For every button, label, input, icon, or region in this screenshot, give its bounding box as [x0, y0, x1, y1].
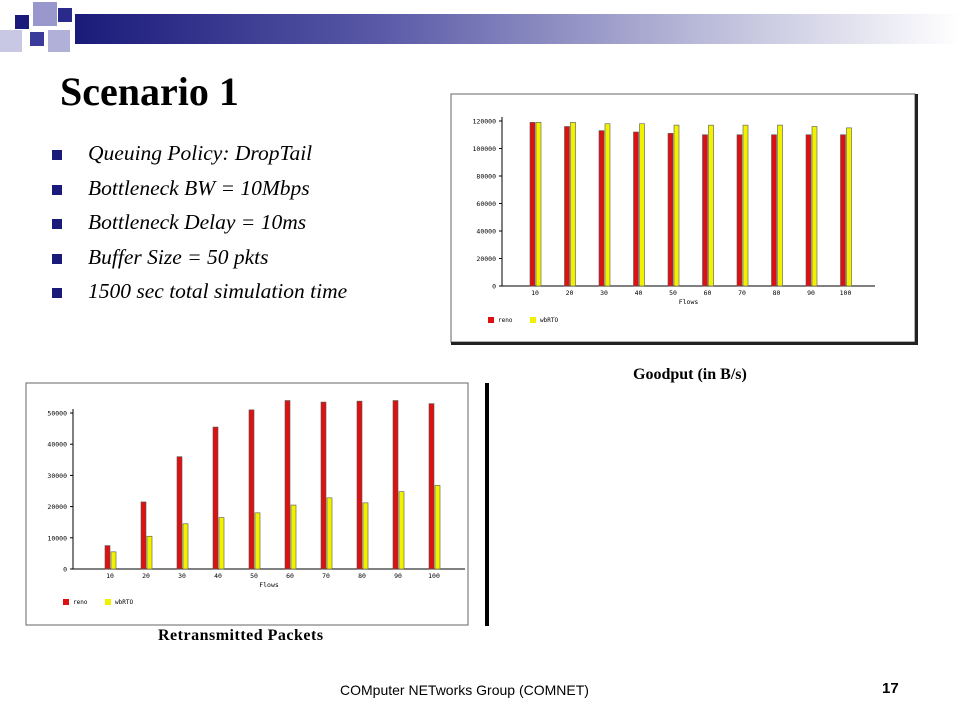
y-tick-label: 0 [492, 282, 496, 291]
bar-reno [285, 401, 290, 569]
x-tick-label: 10 [531, 289, 539, 297]
goodput-chart-caption: Goodput (in B/s) [633, 366, 747, 383]
x-tick-label: 80 [358, 572, 366, 580]
x-tick-label: 10 [106, 572, 114, 580]
bar-reno [105, 546, 110, 569]
bar-wbRTO [605, 124, 610, 286]
bar-wbRTO [327, 498, 332, 569]
bar-reno [634, 132, 639, 286]
corner-square-lavender-2 [0, 30, 22, 52]
bullet-square-icon [52, 150, 62, 160]
y-tick-label: 20000 [476, 255, 496, 263]
x-tick-label: 70 [738, 289, 746, 297]
x-tick-label: 70 [322, 572, 330, 580]
bar-wbRTO [255, 513, 260, 569]
bar-reno [599, 131, 604, 286]
legend-swatch-wbRTO [530, 317, 536, 323]
legend-label: wbRTO [540, 317, 559, 324]
bar-wbRTO [399, 492, 404, 569]
bar-reno [530, 122, 535, 286]
bar-reno [772, 135, 777, 286]
bar-wbRTO [743, 125, 748, 286]
corner-square-navy-2 [30, 32, 44, 46]
page-number: 17 [882, 680, 899, 697]
bar-reno [213, 427, 218, 569]
bar-wbRTO [847, 128, 852, 286]
x-tick-label: 60 [703, 289, 712, 297]
bullet-text: Bottleneck Delay = 10ms [88, 210, 307, 234]
y-tick-label: 40000 [47, 440, 67, 449]
bar-wbRTO [571, 122, 576, 286]
x-tick-label: 90 [807, 289, 815, 297]
y-tick-label: 60000 [476, 200, 496, 208]
bar-wbRTO [435, 485, 440, 569]
y-tick-label: 20000 [47, 503, 67, 512]
chart-frame-shadow [451, 342, 918, 345]
bullet-square-icon [52, 185, 62, 195]
bar-reno [565, 127, 570, 287]
legend-label: reno [73, 599, 88, 606]
bar-wbRTO [674, 125, 679, 286]
bar-wbRTO [640, 124, 645, 286]
legend-swatch-wbRTO [105, 599, 111, 605]
corner-square-lavender-3 [48, 30, 70, 52]
x-tick-label: 60 [286, 572, 294, 580]
y-tick-label: 30000 [47, 471, 67, 480]
bar-reno [429, 404, 434, 569]
x-tick-label: 90 [394, 572, 402, 580]
bullet-square-icon [52, 254, 62, 264]
legend-swatch-reno [488, 317, 494, 323]
x-tick-label: 40 [634, 289, 643, 297]
bullet-text: Bottleneck BW = 10Mbps [88, 175, 310, 200]
bullet-item [50, 240, 347, 275]
y-tick-label: 0 [63, 565, 67, 574]
legend-label: reno [498, 317, 513, 324]
bar-wbRTO [291, 505, 296, 569]
x-axis-label: Flows [678, 298, 699, 306]
bar-reno [141, 502, 146, 569]
x-tick-label: 100 [839, 289, 852, 297]
bullet-text: Buffer Size = 50 pkts [88, 244, 269, 269]
chart-frame-shadow [915, 94, 918, 345]
footer-text: COMputer NETworks Group (COMNET) [340, 682, 589, 698]
corner-square-lavender-1 [33, 2, 57, 26]
x-tick-label: 100 [428, 572, 440, 580]
retransmitted-chart-caption: Retransmitted Packets [158, 627, 324, 644]
bar-reno [177, 457, 182, 569]
legend-label: wbRTO [115, 599, 134, 606]
bullet-text: Queuing Policy: DropTail [88, 141, 313, 165]
bar-reno [393, 401, 398, 569]
x-tick-label: 20 [565, 289, 574, 297]
y-tick-label: 50000 [47, 409, 67, 418]
bullet-square-icon [52, 219, 62, 229]
legend-swatch-reno [63, 599, 69, 605]
corner-square-navy-1 [15, 15, 29, 29]
x-tick-label: 30 [178, 572, 186, 580]
bar-reno [249, 410, 254, 569]
bullet-item [50, 205, 347, 240]
bar-reno [841, 135, 846, 286]
bar-wbRTO [536, 122, 541, 286]
bar-reno [737, 135, 742, 286]
bar-reno [321, 402, 326, 569]
x-tick-label: 40 [214, 572, 222, 580]
y-tick-label: 80000 [476, 172, 496, 181]
bullet-list [50, 136, 347, 309]
retransmitted-chart [25, 382, 480, 628]
bar-reno [806, 135, 811, 286]
x-tick-label: 50 [669, 289, 677, 297]
bar-wbRTO [147, 536, 152, 569]
bar-wbRTO [778, 125, 783, 286]
bar-wbRTO [183, 524, 188, 569]
slide-title: Scenario 1 [60, 69, 239, 114]
corner-square-navy-3 [58, 8, 72, 22]
bar-wbRTO [219, 518, 224, 569]
bullet-text: 1500 sec total simulation time [88, 279, 348, 303]
bar-reno [357, 401, 362, 569]
bullet-item [50, 136, 347, 171]
bullet-square-icon [52, 288, 62, 298]
bar-reno [703, 135, 708, 286]
x-tick-label: 80 [772, 289, 781, 297]
x-tick-label: 20 [142, 572, 150, 580]
bar-wbRTO [709, 125, 714, 286]
bullet-item [50, 274, 347, 309]
y-tick-label: 120000 [472, 117, 496, 126]
y-tick-label: 40000 [476, 227, 496, 236]
bar-wbRTO [363, 503, 368, 569]
x-tick-label: 30 [600, 289, 608, 297]
vertical-divider [485, 383, 489, 626]
x-axis-label: Flows [259, 581, 279, 589]
bullet-item [50, 171, 347, 206]
bar-wbRTO [812, 127, 817, 287]
bar-reno [668, 133, 673, 286]
y-tick-label: 10000 [47, 534, 67, 543]
bar-wbRTO [111, 552, 116, 569]
header-gradient-bar [75, 14, 960, 44]
goodput-chart [450, 93, 920, 345]
x-tick-label: 50 [250, 572, 258, 580]
y-tick-label: 100000 [472, 145, 496, 153]
